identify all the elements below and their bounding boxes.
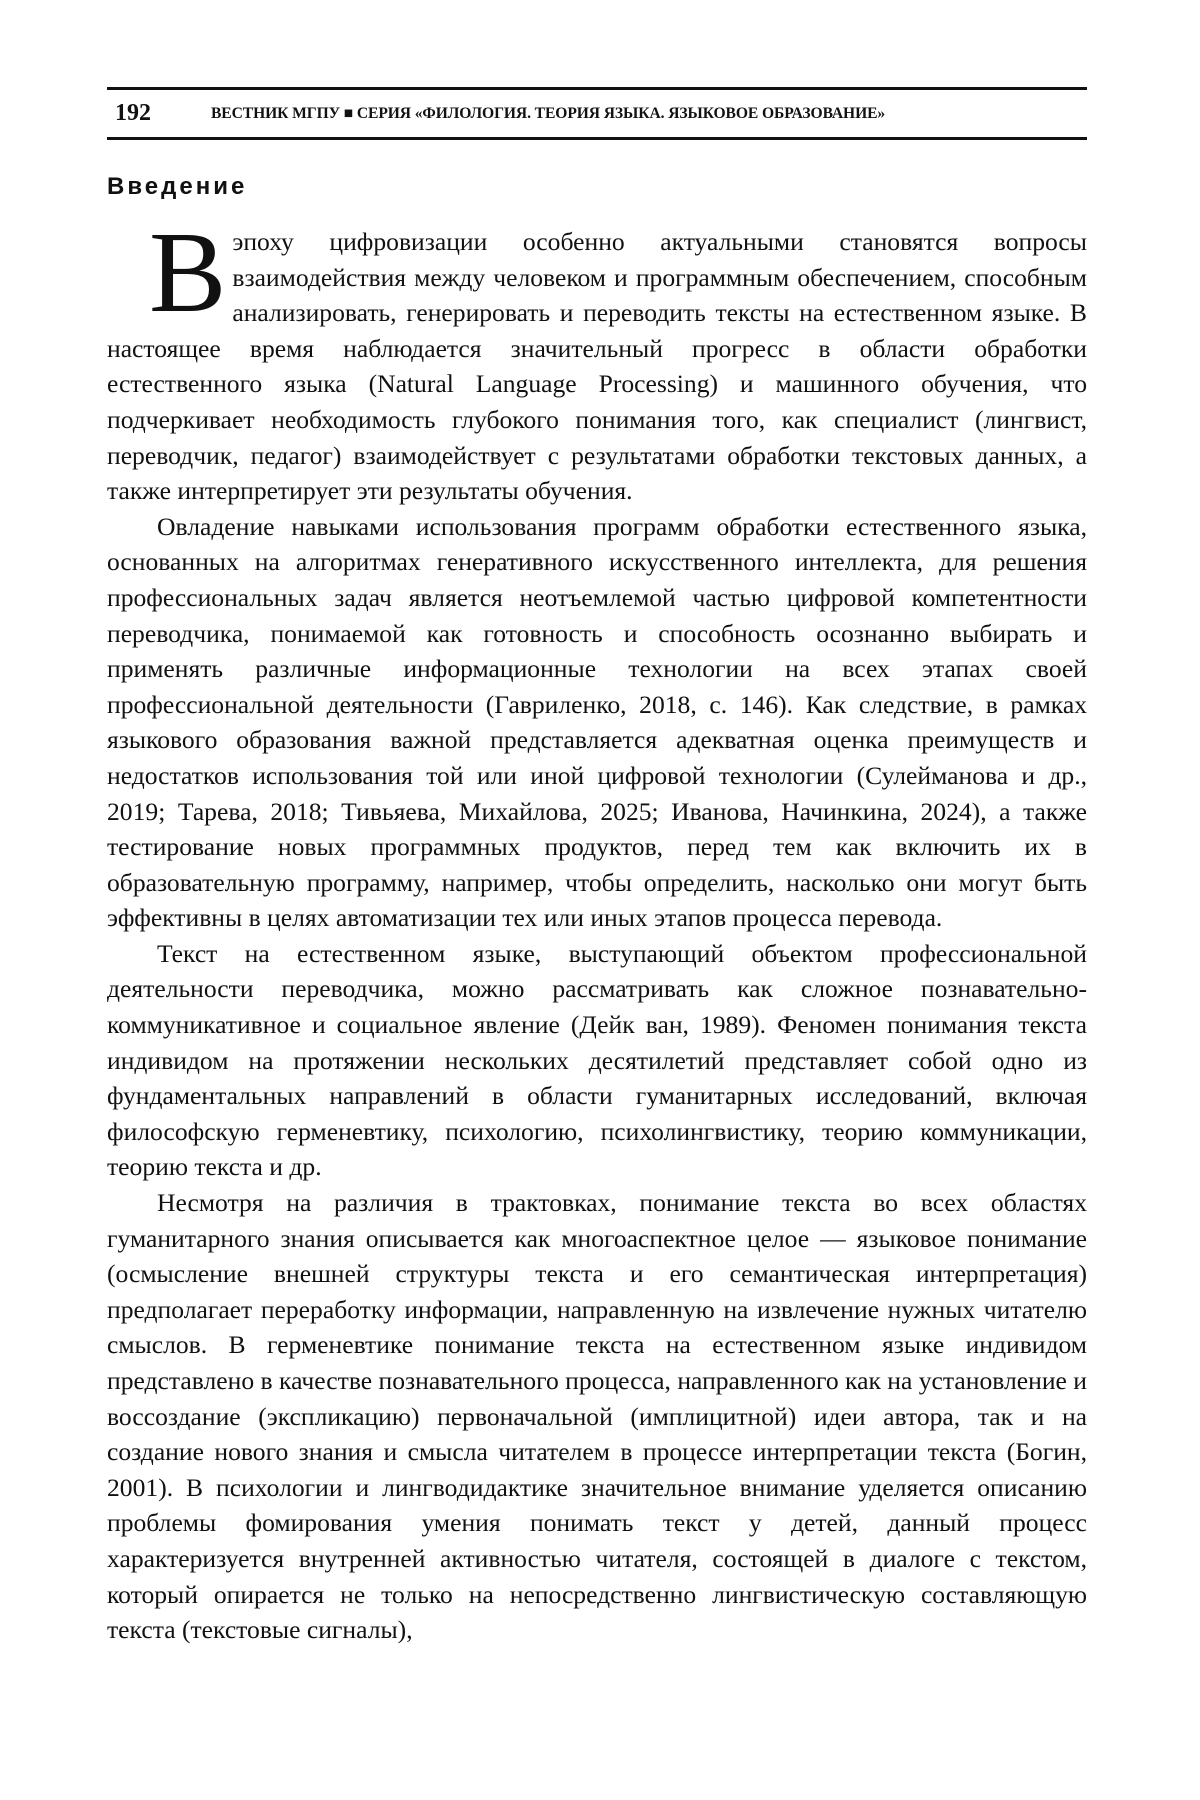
article-body <box>107 209 1087 1648</box>
paragraph-1 <box>107 209 1087 509</box>
journal-running-head: ВЕСТНИК МГПУ ■ СЕРИЯ «ФИЛОЛОГИЯ. ТЕОРИЯ ЯЗЫКА. ЯЗЫКОВОЕ ОБРАЗОВАНИЕ» <box>211 104 886 122</box>
running-header <box>107 87 1087 140</box>
section-title: Введение <box>107 173 248 200</box>
paragraph-2: Овладение навыками использования программ обработки естественного языка, основанных на алгоритмах генеративного искусственного интеллекта, для решения профессиональных задач является неотъемлемой частью цифровой компетентности переводчика, понимаемой как готовность и способность осознанно выбирать и применять различные информационные технологии на всех этапах своей профессиональной деятельности (Гавриленко, 2018, с. 146). Как следствие, в рамках языкового образования важной представляется адекватная оценка преимуществ и недостатков использования той или иной цифровой технологии (Сулейманова и др., 2019; Тарева, 2018; Тивьяева, Михайлова, 2025; Иванова, Начинкина, 2024), а также тестирование новых программных продуктов, перед тем как включить их в образовательную программу, например, чтобы определить, насколько они могут быть эффективны в целях автоматизации тех или иных этапов процесса перевода. <box>107 511 1087 933</box>
paragraph-1-text: эпоху цифровизации особенно актуальными становятся вопросы взаимодействия между человеком и программным обеспечением, способным анализировать, генерировать и переводить тексты на естественном языке. В настоящее время наблюдается значительный прогресс в области обработки естественного языка (Natural Language Processing) и машинного обучения, что подчеркивает необходимость глубокого понимания того, как специалист (лингвист, переводчик, педагог) взаимодействует с результатами обработки текстовых данных, а также интерпретирует эти результаты обучения. <box>107 227 1087 506</box>
drop-cap: В <box>149 209 227 337</box>
journal-page <box>107 87 1087 1648</box>
paragraph-3: Текст на естественном языке, выступающий объектом профессиональной деятельности переводчика, можно рассматривать как сложное познавательно-коммуникативное и социальное явление (Дейк ван, 1989). Феномен понимания текста индивидом на протяжении нескольких десятилетий представляет собой одно из фундаментальных направлений в области гуманитарных исследований, включая философскую герменевтику, психологию, психолингвистику, теорию коммуникации, теорию текста и др. <box>107 938 1087 1182</box>
paragraph-4: Несмотря на различия в трактовках, понимание текста во всех областях гуманитарного знания описывается как многоаспектное целое — языковое понимание (осмысление внешней структуры текста и его семантическая интерпретация) предполагает переработку информации, направленную на извлечение нужных читателю смыслов. В герменевтике понимание текста на естественном языке индивидом представлено в качестве познавательного процесса, направленного как на установление и воссоздание (экспликацию) первоначальной (имплицитной) идеи автора, так и на создание нового знания и смысла читателем в процессе интерпретации текста (Богин, 2001). В психологии и лингводидактике значительное внимание уделяется описанию проблемы фомирования умения понимать текст у детей, данный процесс характеризуется внутренней активностью читателя, состоящей в диалоге с текстом, который опирается не только на непосредственно лингвистическую составляющую текста (текстовые сигналы), <box>107 1188 1087 1645</box>
page-number: 192 <box>115 100 151 126</box>
